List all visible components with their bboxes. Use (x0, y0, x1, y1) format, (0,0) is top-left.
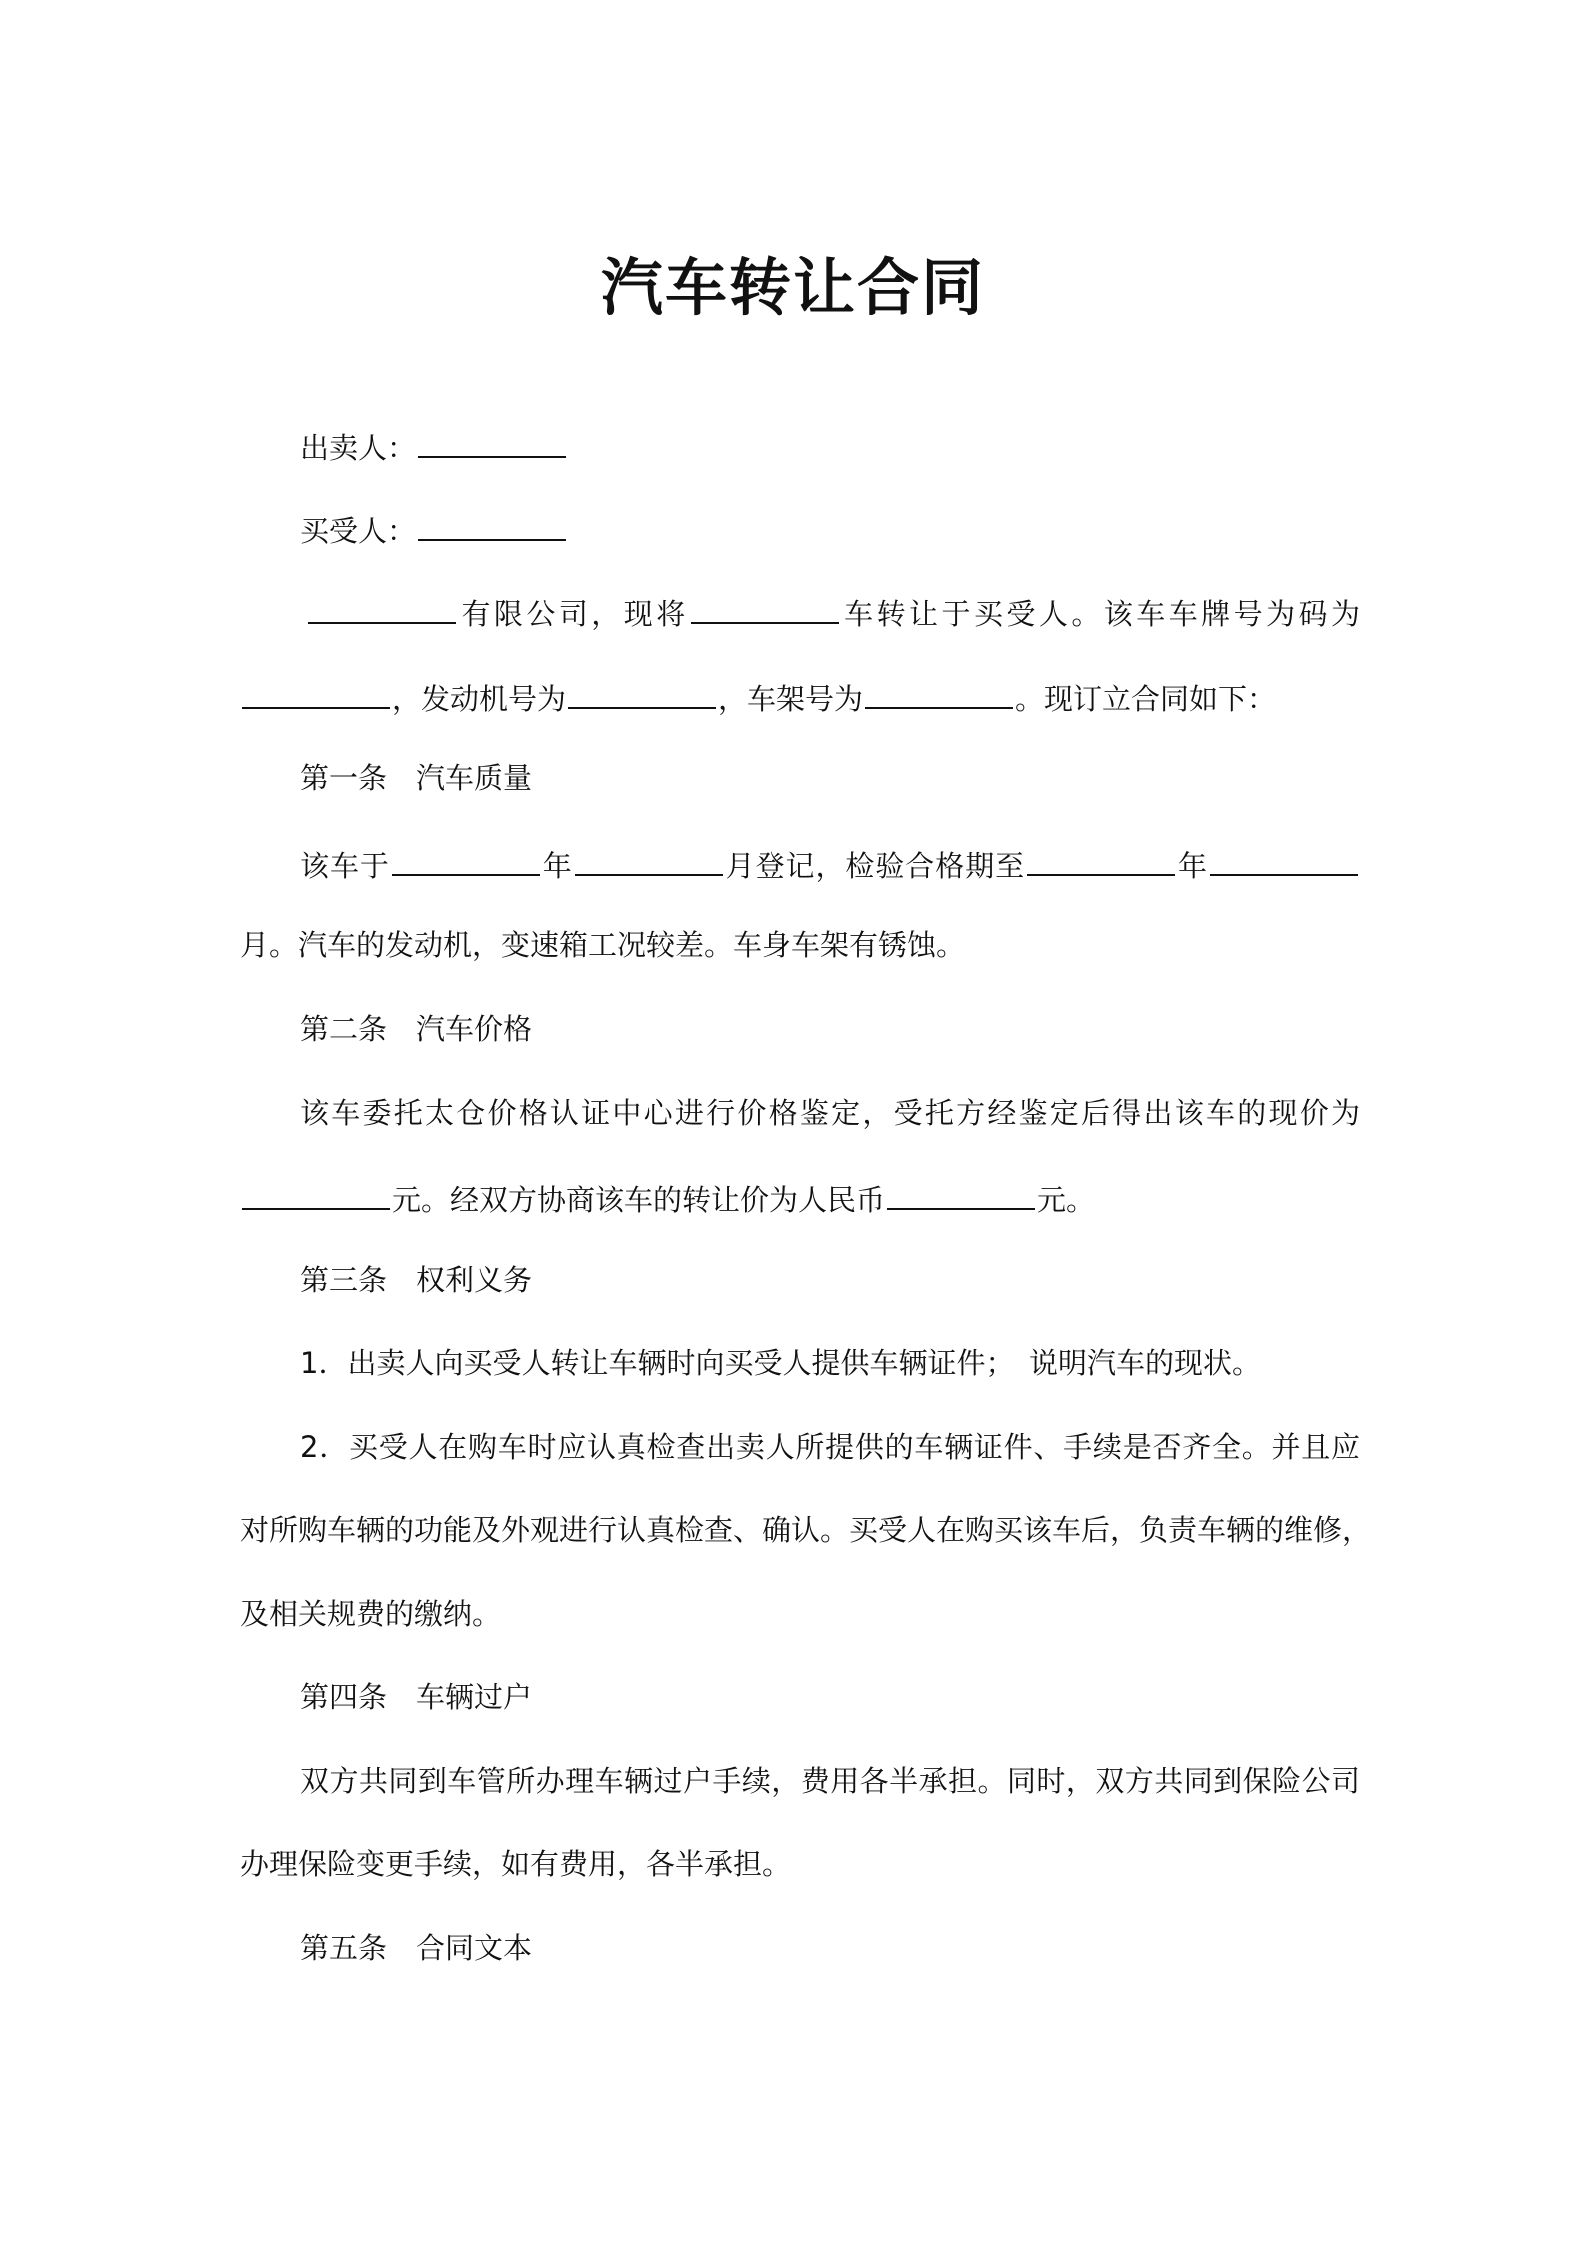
transfer-price-blank[interactable] (887, 1176, 1035, 1210)
company-blank[interactable] (308, 590, 456, 624)
inspection-month-blank[interactable] (1210, 842, 1358, 876)
art2-text-3: 元。 (1037, 1183, 1096, 1217)
article-1-line-2: 月。汽车的发动机，变速箱工况较差。车身车架有锈蚀。 (240, 928, 966, 962)
intro-text-3: ，发动机号为 (392, 682, 567, 716)
intro-line-2 (240, 675, 1360, 719)
article-4-heading: 第四条 车辆过户 (300, 1680, 533, 1714)
article-3-item-2-line-3: 及相关规费的缴纳。 (240, 1597, 502, 1631)
article-2-heading: 第二条 汽车价格 (300, 1012, 533, 1046)
intro-text-5: 。现订立合同如下： (1015, 682, 1277, 716)
frame-number-blank[interactable] (865, 675, 1013, 709)
register-year-blank[interactable] (392, 842, 540, 876)
article-3-item-2-line-2: 对所购车辆的功能及外观进行认真检查、确认。买受人在购买该车后，负责车辆的维修， (240, 1513, 1372, 1547)
seller-label: 出卖人： (300, 431, 417, 465)
art2-text-2: 元。经双方协商该车的转让价为人民币 (392, 1183, 886, 1217)
seller-blank[interactable] (418, 424, 566, 458)
plate-number-blank[interactable] (242, 675, 390, 709)
intro-text-2: 车转让于买受人。该车车牌号为码为 (840, 597, 1360, 631)
intro-text-1: 有限公司，现将 (458, 597, 689, 631)
art1-text-1: 该车于 (300, 849, 390, 883)
inspection-year-blank[interactable] (1027, 842, 1175, 876)
seller-line (300, 424, 1360, 468)
article-3-item-2-line-1: 2．买受人在购车时应认真检查出卖人所提供的车辆证件、手续是否齐全。并且应 (300, 1430, 1360, 1464)
buyer-line (300, 507, 1360, 551)
register-month-blank[interactable] (575, 842, 723, 876)
article-5-heading: 第五条 合同文本 (300, 1931, 533, 1965)
article-2-line-1: 该车委托太仓价格认证中心进行价格鉴定，受托方经鉴定后得出该车的现价为 (300, 1096, 1360, 1130)
article-4-line-2: 办理保险变更手续，如有费用，各半承担。 (240, 1847, 792, 1881)
article-2-line-2 (240, 1176, 1360, 1220)
vehicle-blank[interactable] (691, 590, 839, 624)
intro-text-4: ，车架号为 (718, 682, 864, 716)
buyer-label: 买受人： (300, 514, 417, 548)
article-4-line-1: 双方共同到车管所办理车辆过户手续，费用各半承担。同时，双方共同到保险公司 (300, 1764, 1360, 1798)
art1-text-3: 月登记，检验合格期至 (724, 849, 1026, 883)
article-1-line-1 (300, 842, 1360, 886)
art1-text-4: 年 (1177, 849, 1208, 883)
engine-number-blank[interactable] (568, 675, 716, 709)
intro-line-1 (306, 590, 1360, 634)
article-3-heading: 第三条 权利义务 (300, 1263, 533, 1297)
article-1-heading: 第一条 汽车质量 (300, 761, 533, 795)
article-3-item-1: 1．出卖人向买受人转让车辆时向买受人提供车辆证件； 说明汽车的现状。 (300, 1346, 1261, 1380)
art1-text-2: 年 (541, 849, 573, 883)
appraised-price-blank[interactable] (242, 1176, 390, 1210)
buyer-blank[interactable] (418, 507, 566, 541)
page-title: 汽车转让合同 (600, 251, 985, 324)
